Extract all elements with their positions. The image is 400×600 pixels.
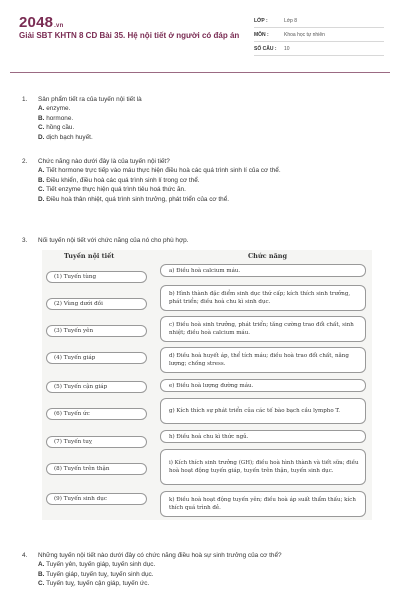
meta-value: Khoa học tự nhiên <box>284 31 325 38</box>
question-3 <box>22 236 386 245</box>
option-letter: D. <box>38 133 45 141</box>
options-list <box>38 560 386 588</box>
option-a[interactable] <box>38 560 386 569</box>
question-number: 2. <box>22 158 28 165</box>
option-letter: B. <box>38 176 45 184</box>
header-divider <box>10 72 390 73</box>
option-c[interactable] <box>38 579 386 588</box>
left-column-header: Tuyến nội tiết <box>64 252 115 260</box>
option-letter: C. <box>38 124 45 132</box>
question-4 <box>22 551 386 589</box>
option-text: Tuyến giáp, tuyến tuỵ, tuyến sinh dục. <box>46 570 154 578</box>
page-title: Giải SBT KHTN 8 CD Bài 35. Hệ nội tiết ở người có đáp án <box>19 31 240 40</box>
option-text: Tuyến tuỵ, tuyến cận giáp, tuyến ức. <box>46 580 150 588</box>
option-text: Tuyến yên, tuyến giáp, tuyến sinh dục. <box>46 561 156 569</box>
option-letter: A. <box>38 167 45 175</box>
option-a[interactable] <box>38 166 386 175</box>
question-text: Những tuyến nội tiết nào dưới đây có chức năng điều hoà sự sinh trưởng của cơ thể? <box>38 552 282 559</box>
right-column-header: Chức năng <box>248 252 288 260</box>
option-d[interactable] <box>38 133 386 142</box>
option-d[interactable] <box>38 195 386 204</box>
function-item-c[interactable]: c) Điều hoà sinh trưởng, phát triển; tăng cường trao đổi chất, sinh nhiệt; điều hoà calcium máu. <box>160 316 366 342</box>
function-item-k[interactable]: k) Điều hoà hoạt động tuyến yên; điều hoà áp suất thẩm thấu; kích thích quá trình đẻ. <box>160 491 366 517</box>
site-logo[interactable] <box>19 14 63 31</box>
option-text: Tiết hormone trực tiếp vào máu thực hiện điều hoà các quá trình sinh lí của cơ thể. <box>46 167 281 175</box>
option-c[interactable] <box>38 185 386 194</box>
function-item-i[interactable]: i) Kích thích sinh trưởng (GH); điều hoà hình thành và tiết sữa; điều hoà hoạt động tuyến giáp, tuyến trên thận, tuyến sinh dục. <box>160 449 366 485</box>
question-number: 4. <box>22 552 28 559</box>
meta-key: MÔN : <box>254 31 269 38</box>
options-list <box>38 166 386 204</box>
question-number: 3. <box>22 237 28 244</box>
option-letter: B. <box>38 570 45 578</box>
meta-value: 10 <box>284 45 290 52</box>
option-text: dịch bạch huyết. <box>46 133 93 141</box>
gland-item-7[interactable]: (7) Tuyến tuỵ <box>46 436 147 448</box>
option-b[interactable] <box>38 114 386 123</box>
function-item-h[interactable]: h) Điều hoà chu kì thức ngủ. <box>160 430 366 443</box>
option-b[interactable] <box>38 570 386 579</box>
option-letter: A. <box>38 561 45 569</box>
option-text: hồng cầu. <box>46 124 75 132</box>
gland-item-4[interactable]: (4) Tuyến giáp <box>46 352 147 364</box>
gland-item-2[interactable]: (2) Vùng dưới đồi <box>46 298 147 310</box>
question-text: Chức năng nào dưới đây là của tuyến nội tiết? <box>38 158 170 165</box>
option-a[interactable] <box>38 104 386 113</box>
option-text: hormone. <box>46 114 74 122</box>
meta-count-row <box>254 42 384 56</box>
meta-key: SỐ CÂU : <box>254 45 277 52</box>
option-text: Tiết enzyme thực hiện quá trình tiêu hoá thức ăn. <box>46 186 186 194</box>
question-2 <box>22 157 386 204</box>
question-text: Nối tuyến nội tiết với chức năng của nó cho phù hợp. <box>38 237 189 244</box>
question-1 <box>22 95 386 142</box>
gland-item-5[interactable]: (5) Tuyến cận giáp <box>46 381 147 393</box>
option-text: enzyme. <box>46 105 71 113</box>
meta-value: Lớp 8 <box>284 17 298 24</box>
function-item-g[interactable]: g) Kích thích sự phát triển của các tế bào bạch cầu lympho T. <box>160 398 366 424</box>
gland-item-8[interactable]: (8) Tuyến trên thận <box>46 463 147 475</box>
function-item-b[interactable]: b) Hình thành đặc điểm sinh dục thứ cấp; kích thích sinh trưởng, phát triển; điều hoà chu kì sinh dục. <box>160 285 366 311</box>
option-letter: C. <box>38 186 45 194</box>
meta-subject-row <box>254 28 384 42</box>
meta-key: LỚP : <box>254 17 268 24</box>
gland-item-1[interactable]: (1) Tuyến tùng <box>46 271 147 283</box>
option-letter: C. <box>38 580 45 588</box>
question-number: 1. <box>22 96 28 103</box>
function-item-d[interactable]: d) Điều hoà huyết áp, thể tích máu; điều hoà trao đổi chất, năng lượng; chống stress. <box>160 347 366 373</box>
function-item-a[interactable]: a) Điều hoà calcium máu. <box>160 264 366 277</box>
option-letter: B. <box>38 114 45 122</box>
function-item-e[interactable]: e) Điều hoà lượng đường máu. <box>160 379 366 392</box>
option-c[interactable] <box>38 123 386 132</box>
gland-item-3[interactable]: (3) Tuyến yên <box>46 325 147 337</box>
option-b[interactable] <box>38 176 386 185</box>
logo-text: 2048 <box>19 14 54 31</box>
document-meta <box>254 14 384 56</box>
logo-suffix: .vn <box>54 23 64 29</box>
option-text: Điều hoà thân nhiệt, quá trình sinh trưởng, phát triển của cơ thể. <box>46 195 230 203</box>
option-text: Điều khiển, điều hoà các quá trình sinh lí trong cơ thể. <box>46 176 200 184</box>
gland-item-9[interactable]: (9) Tuyến sinh dục <box>46 493 147 505</box>
options-list <box>38 104 386 142</box>
option-letter: A. <box>38 105 45 113</box>
option-letter: D. <box>38 195 45 203</box>
gland-item-6[interactable]: (6) Tuyến ức <box>46 408 147 420</box>
question-text: Sản phẩm tiết ra của tuyến nội tiết là <box>38 96 142 103</box>
meta-class-row <box>254 14 384 28</box>
